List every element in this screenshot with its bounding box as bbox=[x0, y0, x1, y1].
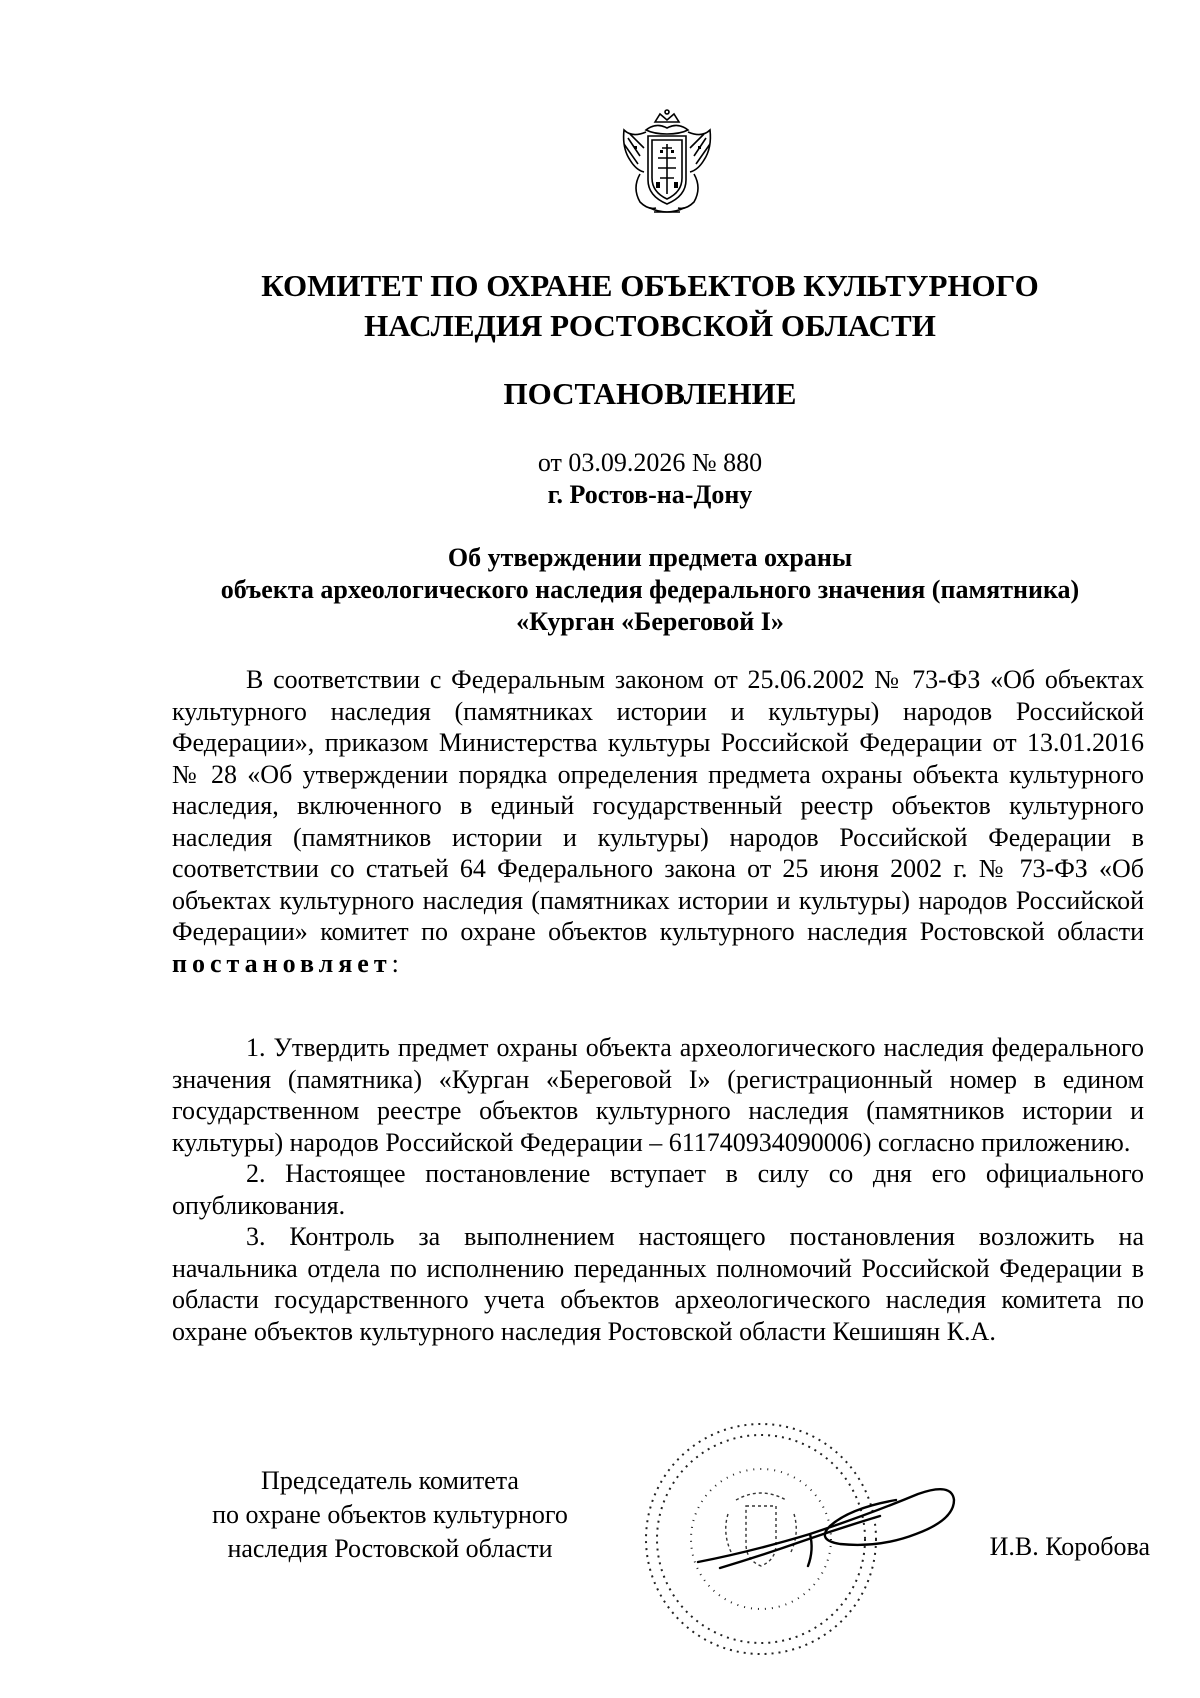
signer-position-line1: Председатель комитета bbox=[261, 1466, 519, 1495]
subject-line2: объекта археологического наследия федерального значения (памятника) bbox=[220, 575, 1080, 604]
organization-title-line2: НАСЛЕДИЯ РОСТОВСКОЙ ОБЛАСТИ bbox=[364, 308, 936, 343]
preamble-text: В соответствии с Федеральным законом от 25.06.2002 № 73-ФЗ «Об объектах культурного наследия (памятниках истории и культуры) народов Российской Федерации», приказом Министерства культуры Российской Федерации от 13.01.2016 № 28 «Об утверждении порядка определения предмета охраны объекта культурного наследия, включенного в единый государственный реестр объектов культурного наследия (памятников истории и культуры) народов Российской Федерации в соответствии со статьей 64 Федерального закона от 25 июня 2002 г. № 73-ФЗ «Об объектах культурного наследия (памятниках истории и культуры) народов Российской Федерации» комитет по охране объектов культурного наследия Ростовской области bbox=[172, 665, 1144, 946]
signer-position-line2: по охране объектов культурного bbox=[212, 1500, 568, 1529]
preamble-paragraph bbox=[172, 664, 1144, 979]
document-city: г. Ростов-на-Дону bbox=[547, 480, 753, 509]
decree-word: постановляет bbox=[172, 948, 392, 978]
decree-suffix: : bbox=[391, 948, 399, 978]
resolution-point-1: 1. Утвердить предмет охраны объекта археологического наследия федерального значения (памятника) «Курган «Береговой I» (регистрационный номер в едином государственном реестре объектов культурного наследия (памятников истории и культуры) народов Российской Федерации – 611740934090006) согласно приложению. bbox=[172, 1033, 1144, 1157]
preamble bbox=[172, 664, 1144, 979]
rostov-oblast-coat-of-arms-icon bbox=[610, 108, 725, 223]
subject-line3: «Курган «Береговой I» bbox=[516, 607, 784, 636]
handwritten-signature-icon bbox=[690, 1470, 960, 1580]
document-subject bbox=[150, 542, 1150, 638]
signer-name: И.В. Коробова bbox=[989, 1532, 1150, 1561]
resolution-point-2: 2. Настоящее постановление вступает в силу со дня его официального опубликования. bbox=[172, 1159, 1144, 1220]
resolution-point-3: 3. Контроль за выполнением настоящего постановления возложить на начальника отдела по исполнению переданных полномочий Российской Федерации в области государственного учета объектов археологического наследия комитета по охране объектов культурного наследия Ростовской области Кешишян К.А. bbox=[172, 1222, 1144, 1346]
signer-position bbox=[170, 1464, 610, 1566]
organization-title-line1: КОМИТЕТ ПО ОХРАНЕ ОБЪЕКТОВ КУЛЬТУРНОГО bbox=[261, 268, 1039, 303]
document-date-number: от 03.09.2026 № 880 bbox=[537, 448, 763, 477]
subject-line1: Об утверждении предмета охраны bbox=[447, 543, 853, 572]
document-type: ПОСТАНОВЛЕНИЕ bbox=[503, 376, 797, 411]
organization-title bbox=[150, 266, 1150, 346]
signer-position-line3: наследия Ростовской области bbox=[227, 1534, 553, 1563]
resolution-points bbox=[172, 1032, 1144, 1347]
